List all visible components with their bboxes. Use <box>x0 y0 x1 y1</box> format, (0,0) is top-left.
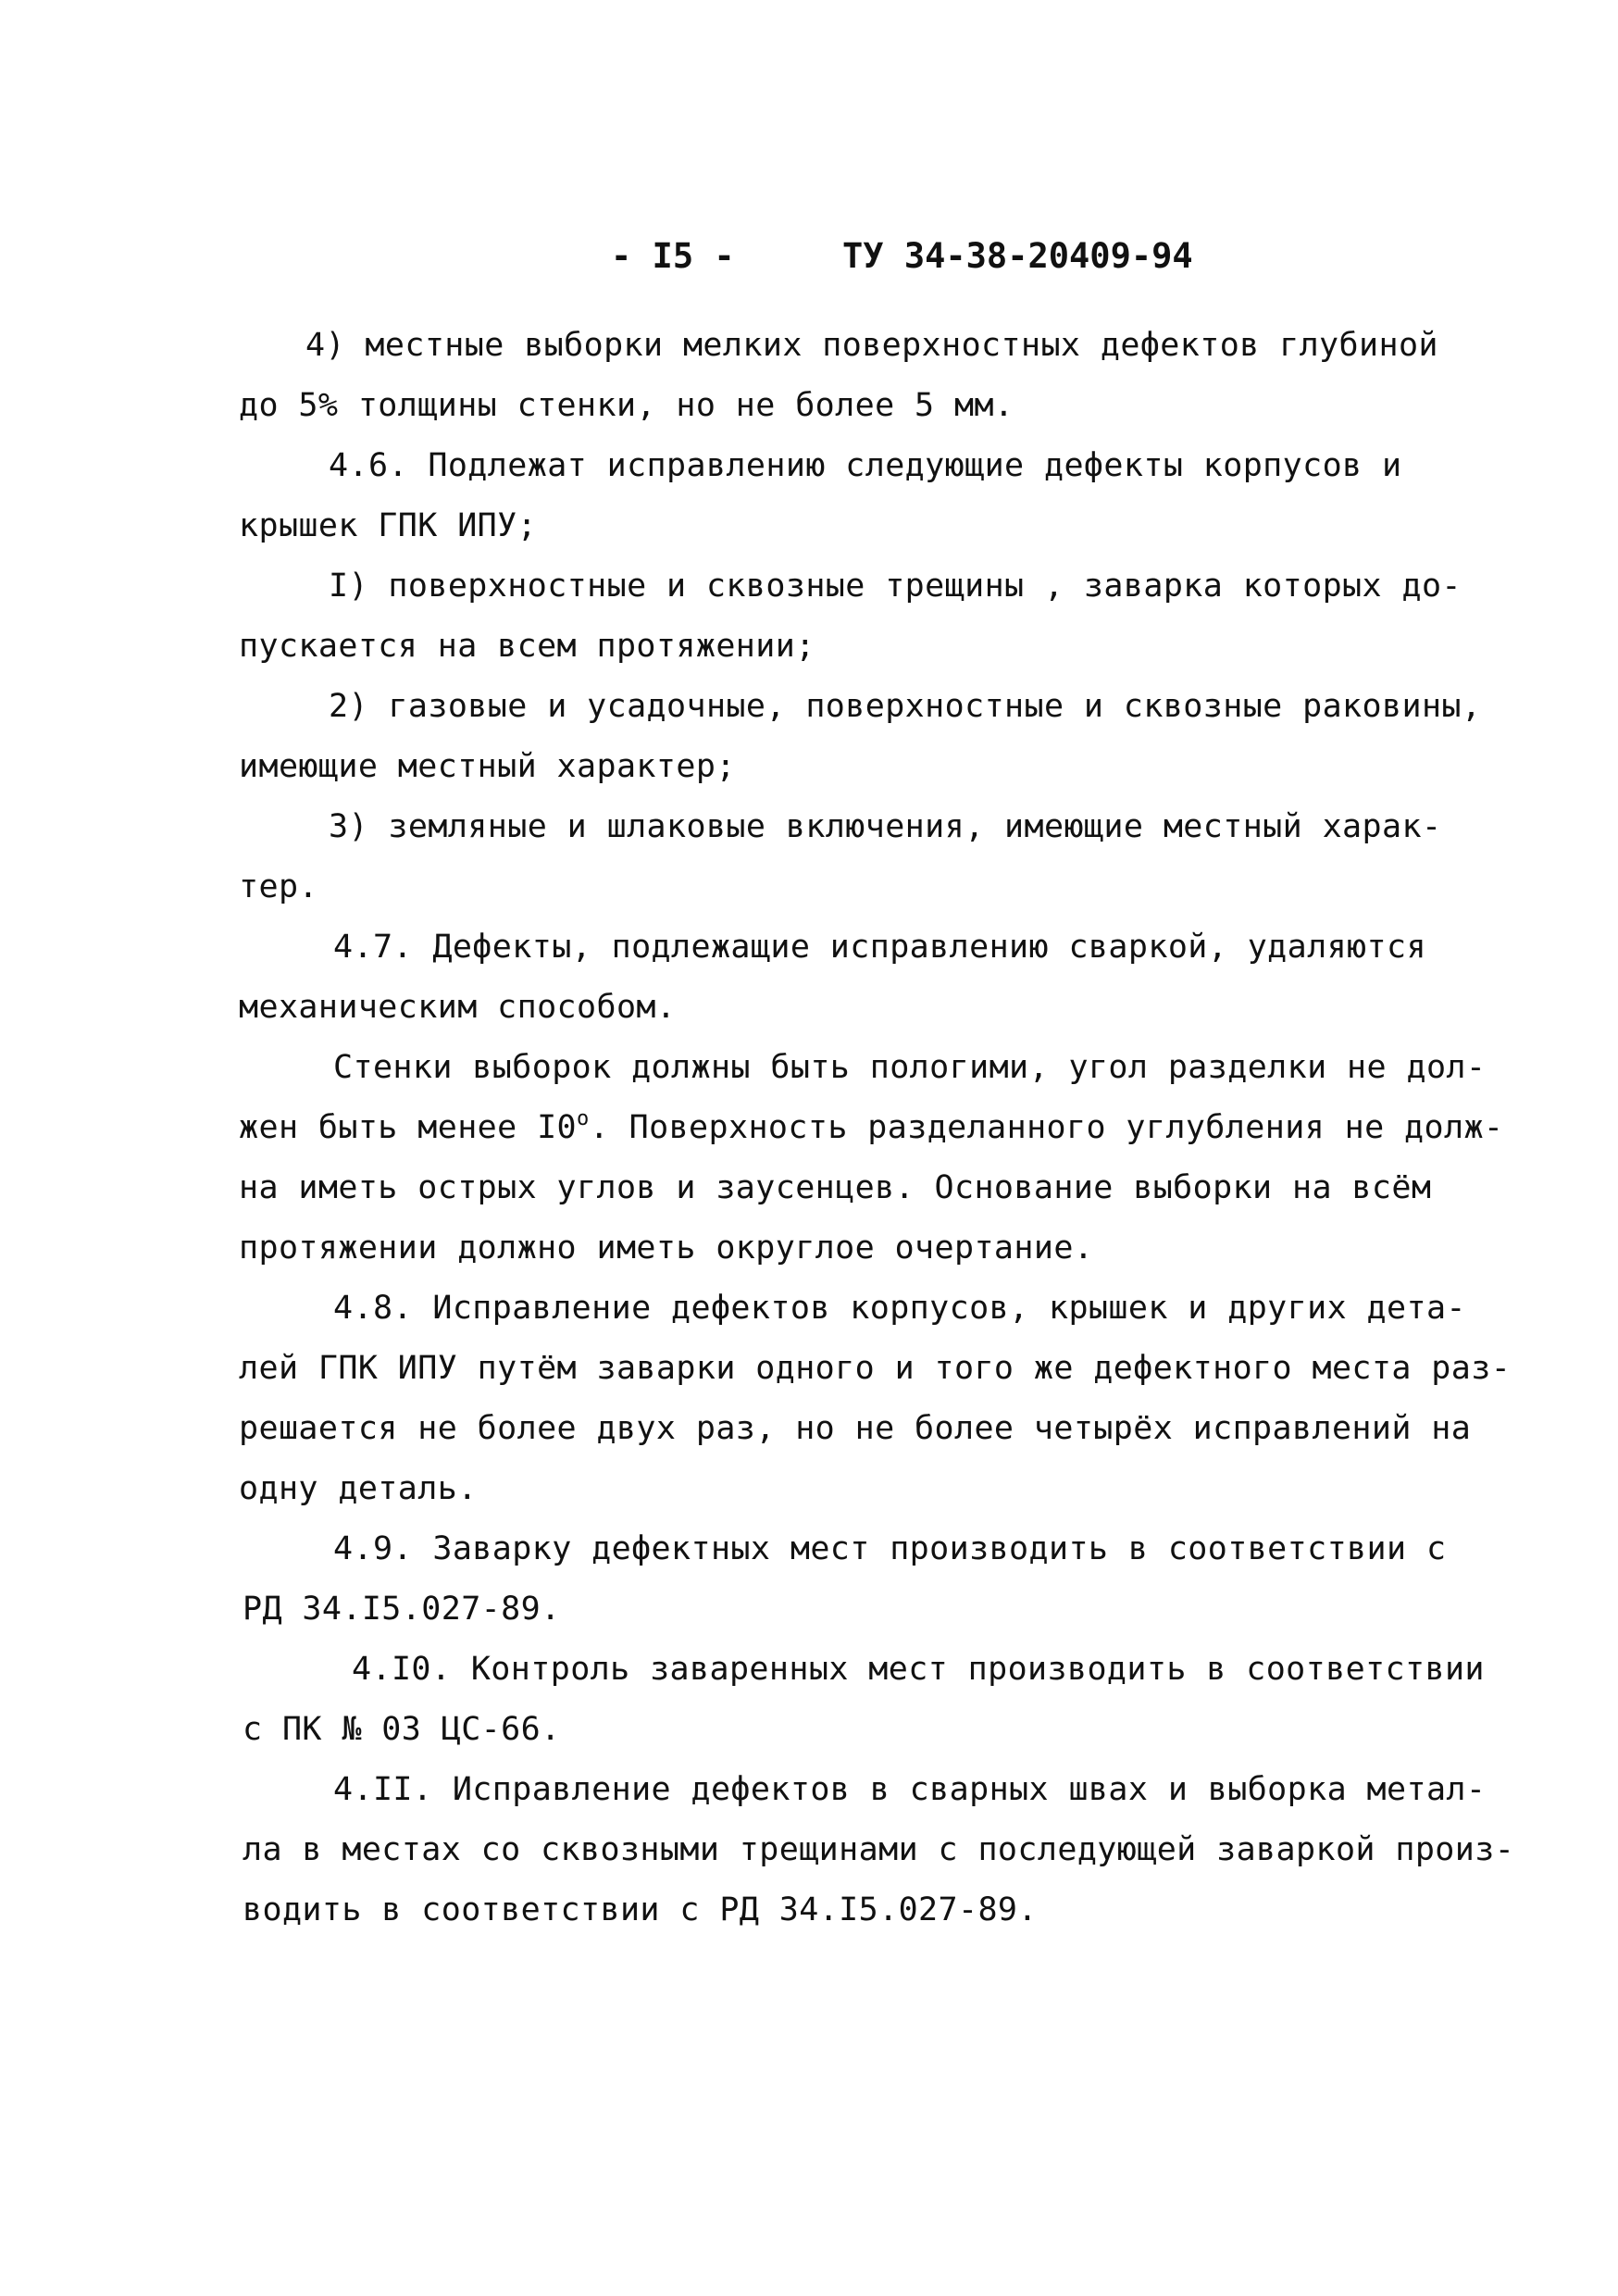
text-line: I) поверхностные и сквозные трещины , заварка которых до- <box>329 568 1462 605</box>
document-code: ТУ 34-38-20409-94 <box>842 236 1193 276</box>
text-line: имеющие местный характер; <box>239 748 736 785</box>
text-line: пускается на всем протяжении; <box>239 628 815 665</box>
degree-superscript: о <box>577 1107 590 1130</box>
text-segment: жен быть менее I0 <box>239 1109 578 1146</box>
text-line: одну деталь. <box>239 1470 478 1507</box>
paragraph-4-9: 4.9. Заварку дефектных мест производить в соответствии с <box>333 1530 1447 1567</box>
text-line: РД 34.I5.027-89. <box>243 1591 561 1628</box>
text-line: на иметь острых углов и заусенцев. Основание выборки на всём <box>239 1169 1432 1206</box>
paragraph-4-11: 4.II. Исправление дефектов в сварных швах и выборка метал- <box>333 1771 1487 1808</box>
text-line: Стенки выборок должны быть пологими, угол разделки не дол- <box>333 1049 1487 1086</box>
page-number: - I5 - <box>611 236 735 276</box>
text-line: протяжении должно иметь округлое очертание. <box>239 1229 1094 1267</box>
text-line: лей ГПК ИПУ путём заварки одного и того же дефектного места раз- <box>239 1350 1512 1387</box>
paragraph-4-6: 4.6. Подлежат исправлению следующие дефекты корпусов и <box>329 447 1402 484</box>
paragraph-4-10: 4.I0. Контроль заваренных мест производить в соответствии <box>352 1651 1485 1688</box>
text-segment: . Поверхность разделанного углубления не долж- <box>589 1109 1504 1146</box>
text-line-with-degree <box>239 1109 1503 1146</box>
text-line: водить в соответствии с РД 34.I5.027-89. <box>243 1891 1038 1928</box>
text-line: 2) газовые и усадочные, поверхностные и сквозные раковины, <box>329 688 1482 725</box>
paragraph-4-7: 4.7. Дефекты, подлежащие исправлению сваркой, удаляются <box>333 929 1426 966</box>
text-line: с ПК № 03 ЦС-66. <box>243 1711 561 1748</box>
text-line: крышек ГПК ИПУ; <box>239 507 538 544</box>
text-line: 3) земляные и шлаковые включения, имеющие местный харак- <box>329 808 1442 845</box>
text-line: ла в местах со сквозными трещинами с последующей заваркой произ- <box>243 1831 1515 1868</box>
text-line: решается не более двух раз, но не более четырёх исправлений на <box>239 1410 1472 1447</box>
text-line: механическим способом. <box>239 989 677 1026</box>
text-line: тер. <box>239 868 318 905</box>
page-header <box>0 236 1618 292</box>
text-line: до 5% толщины стенки, но не более 5 мм. <box>239 387 1014 424</box>
text-line: 4) местные выборки мелких поверхностных дефектов глубиной <box>305 327 1438 364</box>
paragraph-4-8: 4.8. Исправление дефектов корпусов, крышек и других дета- <box>333 1290 1466 1327</box>
